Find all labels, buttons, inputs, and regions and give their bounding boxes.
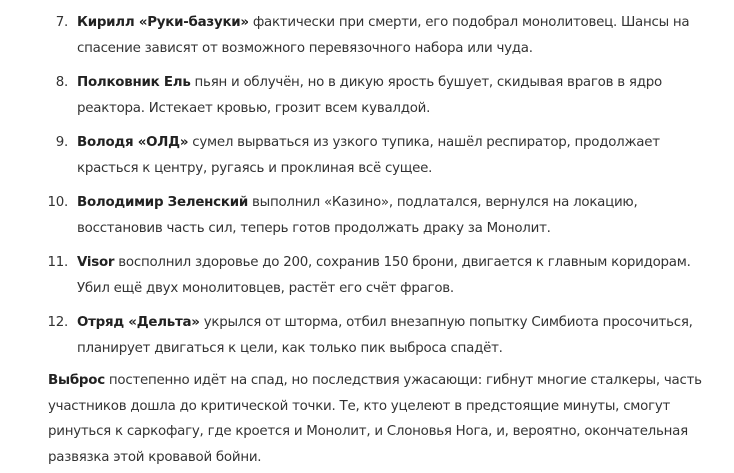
item-text: фактически при смерти, его подобрал монолитовец. Шансы на спасение зависят от возможного перевязочного набора или чуда. [77,15,690,56]
list-item [0,190,734,242]
item-number: 9. [55,135,68,150]
item-text: пьян и облучён, но в дикую ярость бушует, скидывая врагов в ядро реактора. Истекает кровью, грозит всем кувалдой. [77,75,662,116]
participant-list [0,10,734,370]
list-item [0,130,734,182]
summary-bold: Выброс [48,373,105,388]
item-number: 7. [55,15,68,30]
item-name: Полковник Ель [77,75,191,90]
item-name: Visor [77,255,115,270]
item-number: 8. [55,75,68,90]
item-name: Отряд «Дельта» [77,315,200,330]
item-number: 12. [47,315,68,330]
list-item [0,70,734,122]
item-text: сумел вырваться из узкого тупика, нашёл респиратор, продолжает красться к центру, ругаясь и проклиная всё сущее. [77,135,660,176]
item-number: 11. [47,255,68,270]
item-name: Кирилл «Руки-базуки» [77,15,249,30]
item-text: выполнил «Казино», подлатался, вернулся на локацию, восстановив часть сил, теперь готов продолжать драку за Монолит. [77,195,638,236]
list-item [0,310,734,362]
list-item [0,10,734,62]
item-name: Володимир Зеленский [77,195,248,210]
summary-paragraph [48,368,718,470]
summary-text: постепенно идёт на спад, но последствия ужасающи: гибнут многие сталкеры, часть участников дошла до критической точки. Те, кто уцелеют в предстоящие минуты, смогут ринуться к саркофагу, где кроется и Монолит, и Слоновья Нога, и, вероятно, окончательная развязка этой кровавой бойни. [48,373,702,465]
item-number: 10. [47,195,68,210]
item-name: Володя «ОЛД» [77,135,189,150]
item-text: восполнил здоровье до 200, сохранив 150 брони, двигается к главным коридорам. Убил ещё двух монолитовцев, растёт его счёт фрагов. [77,255,691,296]
list-item [0,250,734,302]
item-text: укрылся от шторма, отбил внезапную попытку Симбиота просочиться, планирует двигаться к цели, как только пик выброса спадёт. [77,315,693,356]
